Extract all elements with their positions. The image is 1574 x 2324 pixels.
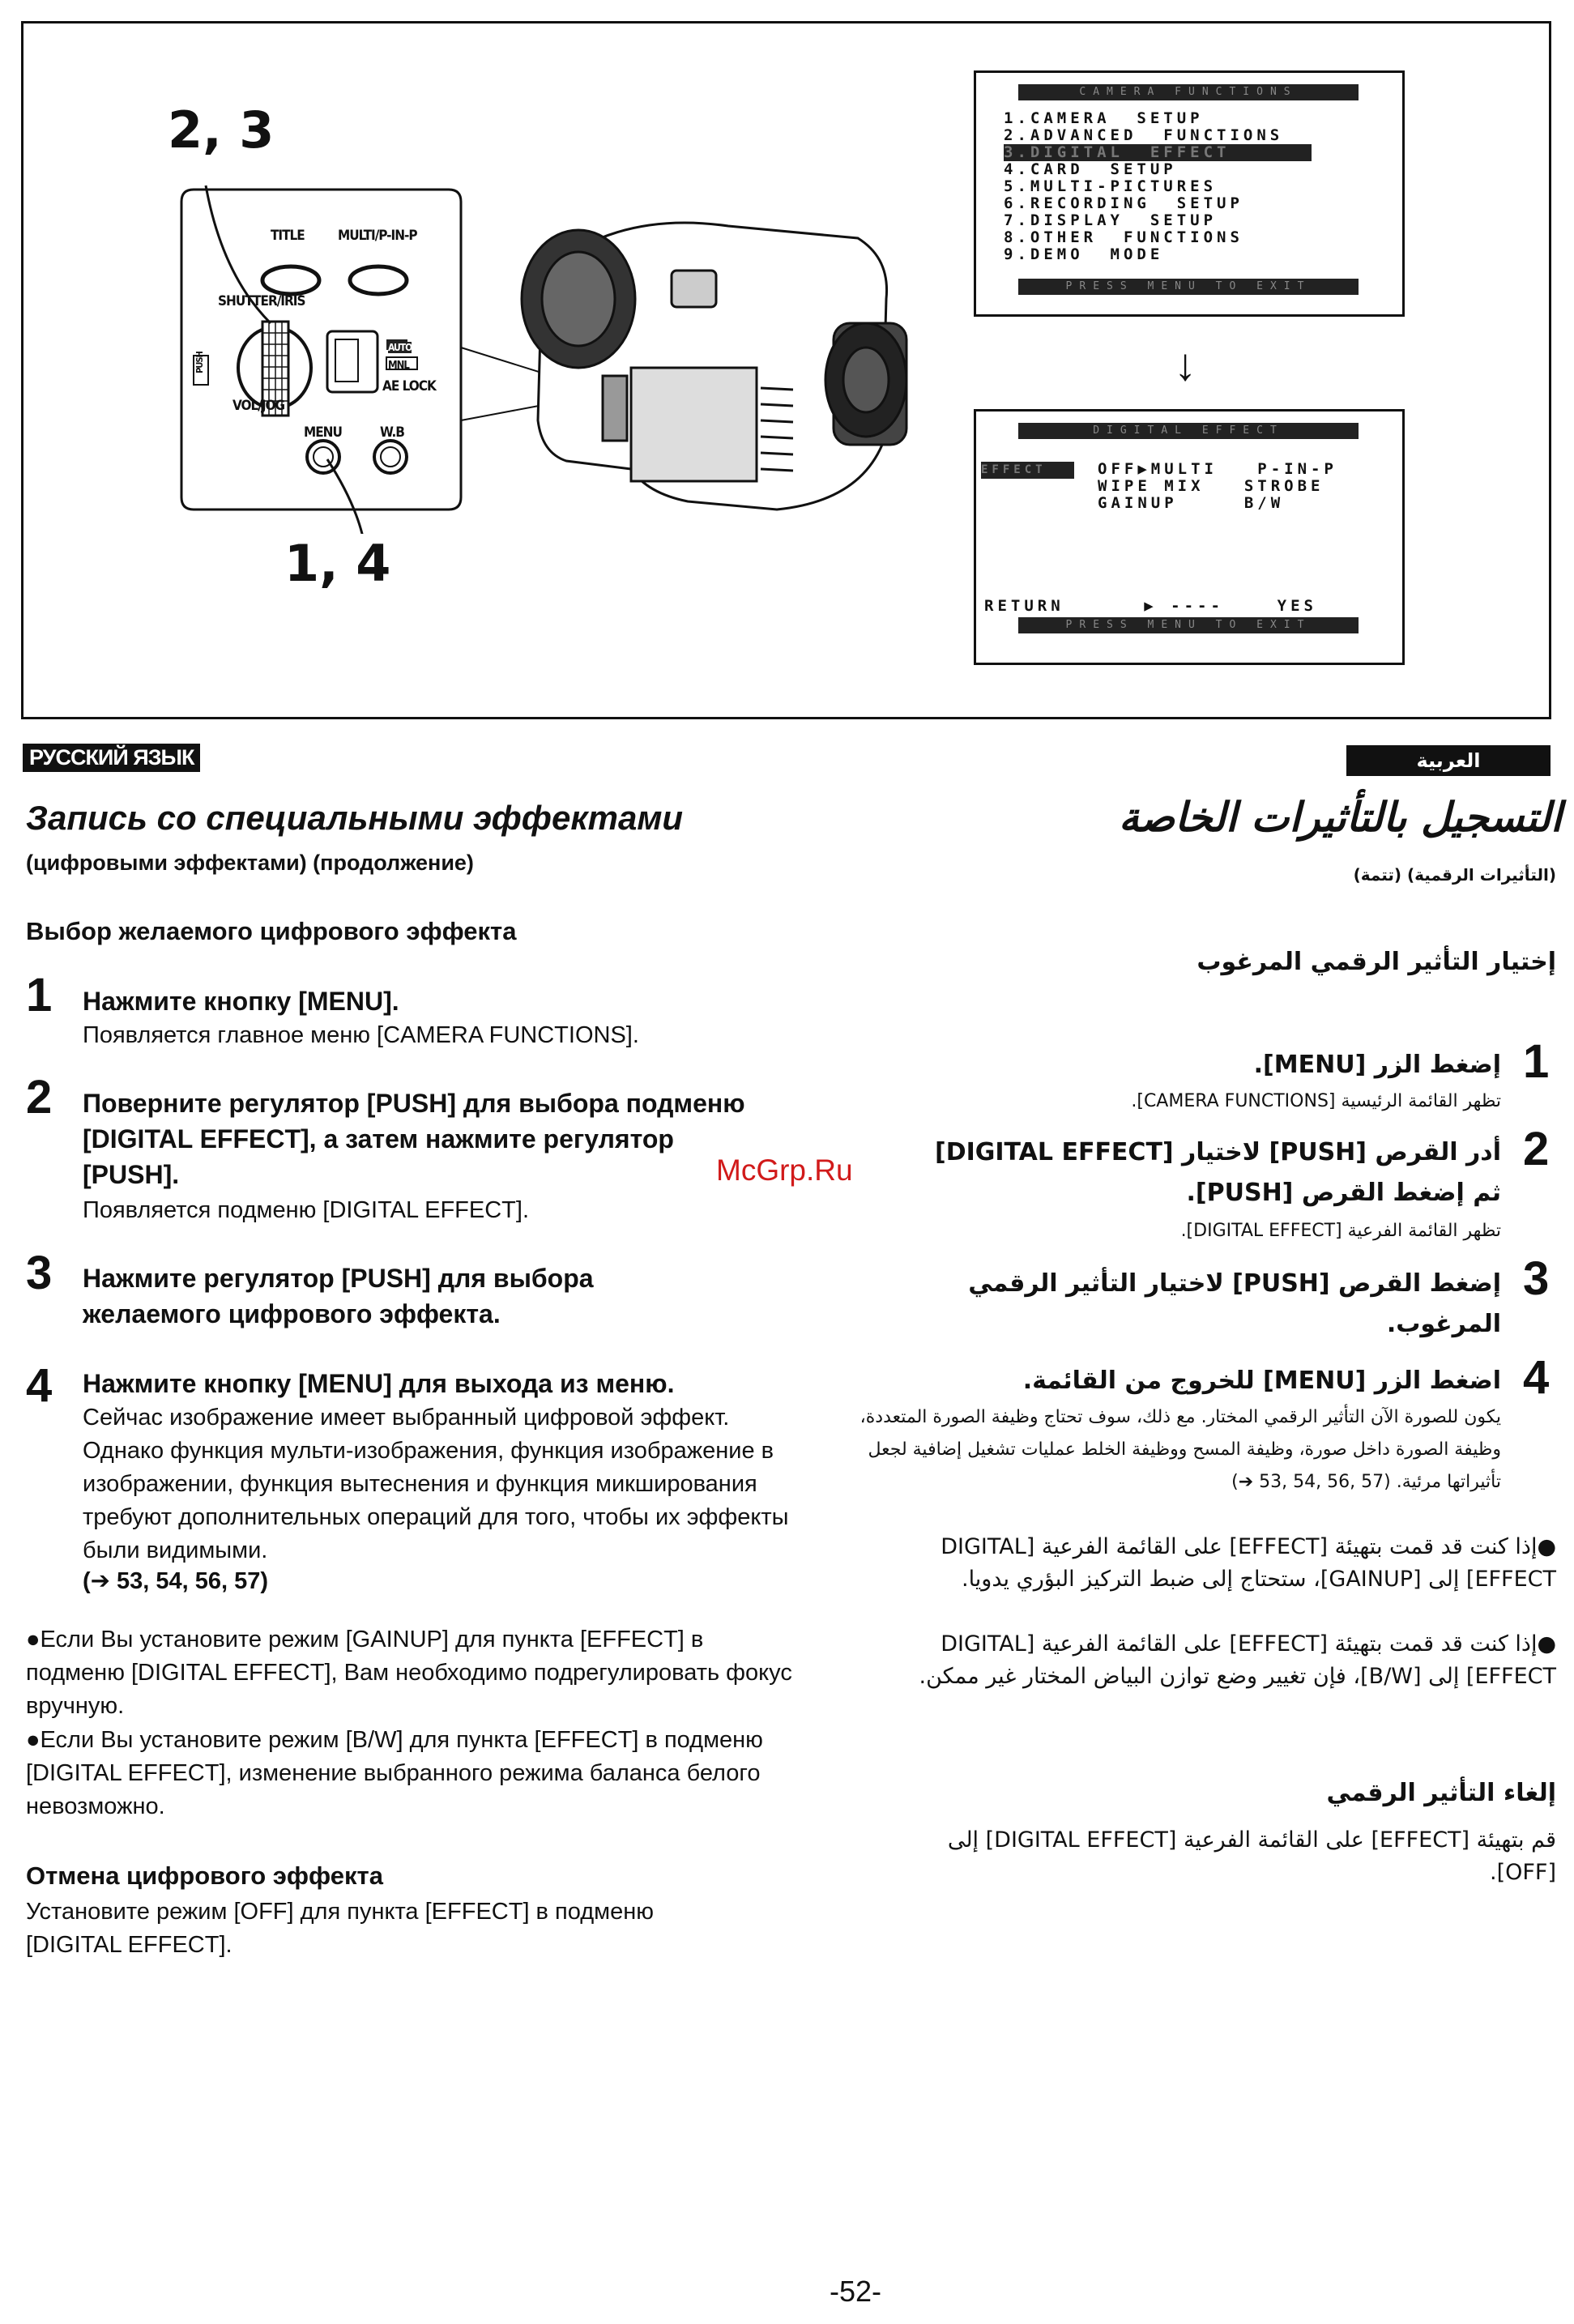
ar-step-number: 3 [1523,1252,1550,1305]
ar-step-number: 4 [1523,1351,1550,1404]
watermark: McGrp.Ru [716,1153,853,1187]
callout-steps-1-4: 1, 4 [284,534,391,593]
main-menu-header: CAMERA FUNCTIONS [1018,84,1359,100]
ru-step-number: 3 [26,1247,53,1299]
auto-mode-label: AUTO [388,342,412,353]
ru-section-heading: Выбор желаемого цифрового эффекта [26,917,517,945]
ar-step-number: 2 [1523,1123,1550,1175]
main-menu-item: 8.OTHER FUNCTIONS [1004,228,1243,246]
ru-step-number: 1 [26,969,53,1021]
return-row: RETURN ▶ ---- YES [984,597,1317,615]
effect-option-row: WIPE MIX STROBE [1098,477,1324,495]
ar-section-heading: إختيار التأثير الرقمي المرغوب [1196,948,1556,976]
main-menu-item: 4.CARD SETUP [1004,160,1177,178]
ar-step-note: يكون للصورة الآن التأثير الرقمي المختار. مع ذلك، سوف تحتاج وظيفة الصورة المتعددة، وظيفة الصورة داخل صورة، وظيفة المسح ووظيفة الخلط عمليات تشغيل إضافية لجعل تأثيراتها مرئية. (57 ,56 ,54 ,53 ➔) [860,1407,1501,1492]
ru-step-note: Сейчас изображение имеет выбранный цифровой эффект. Однако функция мульти-изображения, функция изображение в изображении, функция вытеснения и функция микширования требуют дополнительных операций для того, чтобы их эффекты были видимыми. [83,1405,789,1563]
language-tag-russian: РУССКИЙ ЯЗЫК [23,744,200,772]
ar-step-number: 1 [1523,1035,1550,1088]
effect-label-selected: EFFECT [981,462,1074,479]
ar-section-heading: إلغاء التأثير الرقمي [1326,1779,1556,1807]
ar-bullet-note: ●إذا كنت قد قمت بتهيئة [EFFECT] على القائمة الفرعية [DIGITAL EFFECT] إلى [GAINUP]، ستحتاج إلى ضبط التركيز البؤري يدويا. [941,1534,1556,1592]
ru-bullet-note: ●Если Вы установите режим [B/W] для пункта [EFFECT] в подменю [DIGITAL EFFECT], изменение выбранного режима баланса белого невозможно. [26,1727,763,1819]
lcd-digital-effect-screen [974,409,1405,665]
effect-option-row: GAINUP B/W [1098,494,1285,512]
effect-option-row: OFF▶MULTI P-IN-P [1098,460,1337,478]
callout-steps-2-3: 2, 3 [168,100,275,160]
ru-step-instruction: Нажмите кнопку [MENU] для выхода из меню. [83,1369,675,1398]
down-arrow-icon: ↓ [1174,339,1196,390]
language-tag-arabic: العربية [1346,745,1551,776]
main-menu-item-selected: 3.DIGITAL EFFECT [1004,144,1312,161]
ru-step-instruction: Нажмите кнопку [MENU]. [83,987,399,1016]
lcd-main-menu-screen [974,70,1405,317]
digital-effect-header: DIGITAL EFFECT [1018,423,1359,439]
ar-step-note: تظهر القائمة الفرعية [DIGITAL EFFECT]. [1180,1221,1501,1241]
ar-page-subtitle: (التأثيرات الرقمية) (تتمة) [1353,865,1556,885]
ru-page-title: Запись со специальными эффектами [26,799,684,837]
vol-jog-label: VOL/JOG [232,398,285,414]
main-menu-item: 7.DISPLAY SETUP [1004,211,1218,229]
ar-section-text: قم بتهيئة [EFFECT] على القائمة الفرعية [DIGITAL EFFECT] إلى [OFF]. [947,1827,1556,1885]
illustration-frame [21,21,1551,719]
title-button-label: TITLE [271,228,305,244]
menu-button-label: MENU [304,424,342,441]
ru-step-number: 2 [26,1071,53,1124]
ar-step-instruction: إضغط القرص [PUSH] لاختيار التأثير الرقمي المرغوب. [968,1269,1501,1338]
ar-page-title: التسجيل بالتأثيرات الخاصة [1118,794,1562,841]
ru-section-heading: Отмена цифрового эффекта [26,1861,383,1890]
ru-step-note: Появляется подменю [DIGITAL EFFECT]. [83,1197,529,1223]
page-number: -52- [830,2275,882,2308]
ru-bullet-note: ●Если Вы установите режим [GAINUP] для пункта [EFFECT] в подменю [DIGITAL EFFECT], Вам необходимо подрегулировать фокус вручную. [26,1627,792,1719]
push-side-label: PUSH [194,352,205,373]
ar-step-instruction: إضغط الزر [MENU]. [1253,1051,1501,1079]
ru-step-number: 4 [26,1359,53,1412]
ar-step-instruction: أدر القرص [PUSH] لاختيار [DIGITAL EFFECT] ثم إضغط القرص [PUSH]. [934,1138,1501,1207]
ar-step-note: تظهر القائمة الرئيسية [CAMERA FUNCTIONS]. [1131,1091,1501,1111]
main-menu-item: 5.MULTI-PICTURES [1004,177,1218,195]
ae-lock-label: AE LOCK [382,378,436,394]
multi-pip-button-label: MULTI/P-IN-P [338,228,417,244]
ru-page-reference: (➔ 53, 54, 56, 57) [83,1568,269,1594]
ar-step-instruction: اضغط الزر [MENU] للخروج من القائمة. [1022,1367,1501,1395]
main-menu-item: 1.CAMERA SETUP [1004,109,1204,127]
ar-bullet-note: ●إذا كنت قد قمت بتهيئة [EFFECT] على القائمة الفرعية [DIGITAL EFFECT] إلى [B/W]، فإن تغيير وضع توازن البياض المختار غير ممكن. [919,1631,1556,1689]
ru-step-instruction: Поверните регулятор [PUSH] для выбора подменю [DIGITAL EFFECT], а затем нажмите регулятор [PUSH]. [83,1089,745,1189]
main-menu-item: 9.DEMO MODE [1004,245,1164,263]
wb-button-label: W.B [380,424,404,441]
ru-page-subtitle: (цифровыми эффектами) (продолжение) [26,851,474,875]
ru-step-note: Появляется главное меню [CAMERA FUNCTIONS]. [83,1022,639,1048]
ru-section-text: Установите режим [OFF] для пункта [EFFECT] в подменю [DIGITAL EFFECT]. [26,1899,654,1958]
main-menu-item: 6.RECORDING SETUP [1004,194,1243,212]
main-menu-item: 2.ADVANCED FUNCTIONS [1004,126,1284,144]
shutter-iris-label: SHUTTER/IRIS [218,293,305,309]
digital-effect-footer: PRESS MENU TO EXIT [1018,617,1359,633]
ru-step-instruction: Нажмите регулятор [PUSH] для выбора желаемого цифрового эффекта. [83,1264,594,1328]
mnl-mode-label: MNL [388,360,409,372]
main-menu-footer: PRESS MENU TO EXIT [1018,279,1359,295]
